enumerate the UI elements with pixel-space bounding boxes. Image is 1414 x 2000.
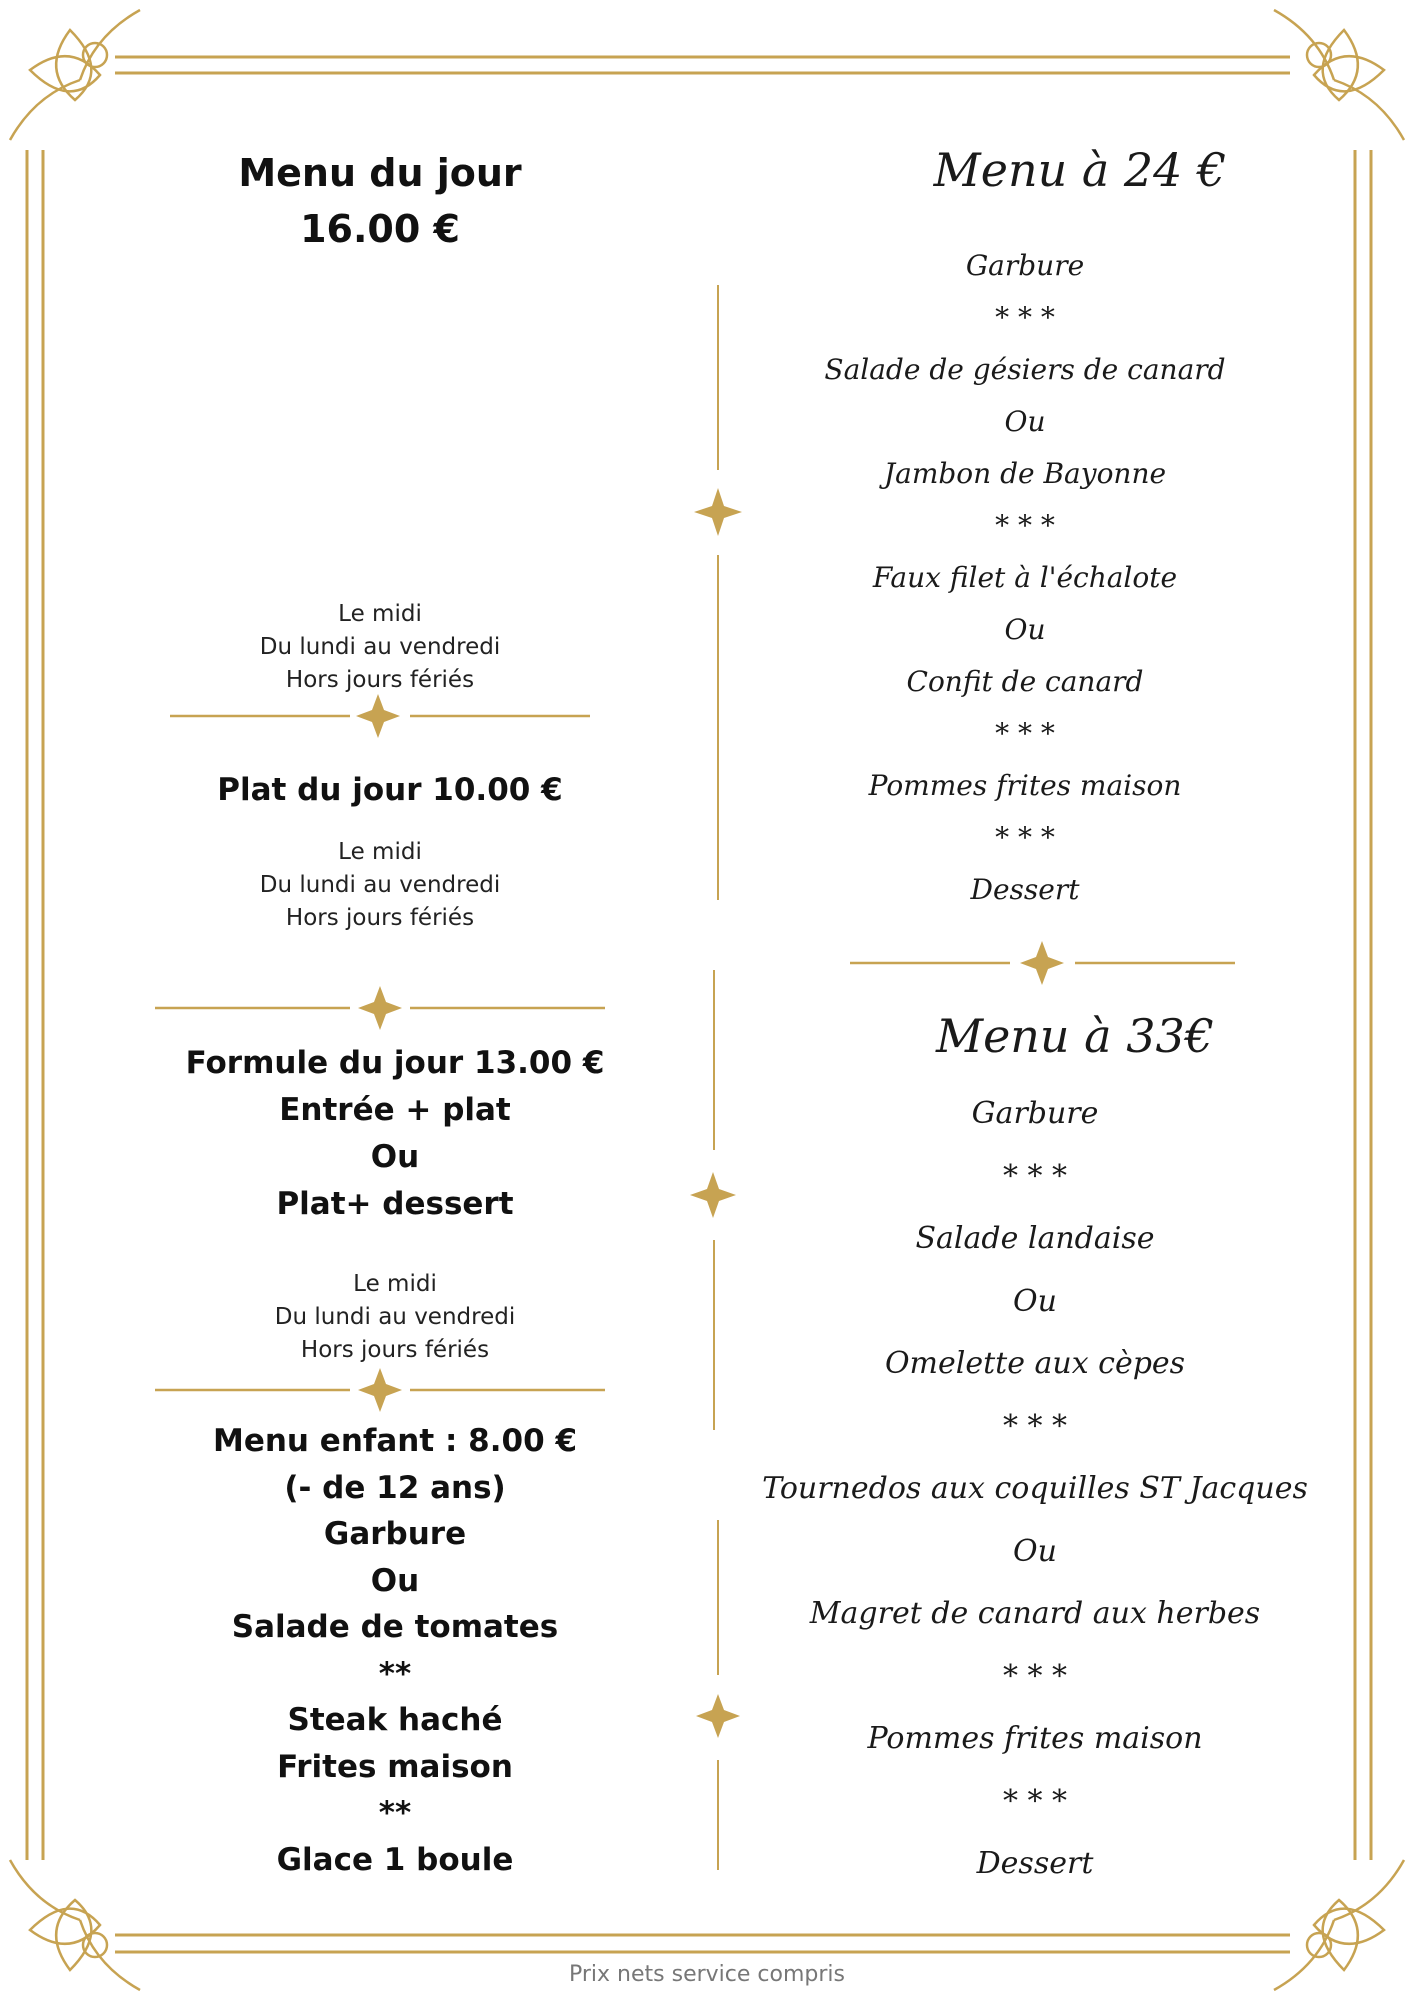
midi-line: Le midi <box>338 839 422 865</box>
menu-enfant-title: Menu enfant : 8.00 € <box>212 1423 578 1459</box>
menu-item: Tournedos aux coquilles ST Jacques <box>762 1471 1308 1506</box>
menu-item: Pommes frites maison <box>868 769 1182 802</box>
menu-enfant-line: Glace 1 boule <box>276 1841 514 1878</box>
menu-item: Ou <box>1004 613 1046 646</box>
menu-item: Dessert <box>976 1846 1094 1881</box>
formule-line: Entrée + plat <box>279 1092 511 1128</box>
menu-enfant-line: ** <box>378 1795 412 1831</box>
menu-enfant-line: ** <box>378 1655 412 1692</box>
holidays-line: Hors jours fériés <box>285 905 475 931</box>
menu-du-jour-price: 16.00 € <box>300 207 460 251</box>
separator-stars: * * * <box>1002 1658 1068 1694</box>
separator-stars: * * * <box>995 821 1055 854</box>
separator-stars: * * * <box>995 509 1055 542</box>
menu-33-items <box>750 1083 1320 1896</box>
menu-enfant-line: Ou <box>370 1562 420 1599</box>
midi-block-1 <box>220 598 540 697</box>
formule-title: Formule du jour 13.00 € <box>185 1045 605 1081</box>
days-line: Du lundi au vendredi <box>259 872 501 898</box>
midi-block-3 <box>235 1268 555 1367</box>
formule-du-jour <box>170 1040 620 1228</box>
plat-du-jour: Plat du jour 10.00 € <box>217 772 563 808</box>
holidays-line: Hors jours fériés <box>285 667 475 693</box>
menu-item: Salade landaise <box>915 1221 1155 1256</box>
menu-item: Magret de canard aux herbes <box>809 1596 1261 1631</box>
separator-stars: * * * <box>1002 1783 1068 1819</box>
menu-enfant-line: Salade de tomates <box>231 1609 559 1645</box>
menu-item: Dessert <box>970 873 1080 906</box>
menu-24-title: Menu à 24 € <box>933 143 1227 197</box>
midi-line: Le midi <box>338 601 422 627</box>
separator-stars: * * * <box>995 301 1055 334</box>
separator-stars: * * * <box>1002 1408 1068 1444</box>
days-line: Du lundi au vendredi <box>274 1304 516 1330</box>
menu-du-jour-heading <box>180 145 580 257</box>
midi-block-2 <box>220 836 540 935</box>
menu-item: Pommes frites maison <box>867 1721 1203 1756</box>
menu-item: Garbure <box>965 249 1085 282</box>
menu-du-jour-title: Menu du jour <box>238 151 522 195</box>
menu-enfant-line: Steak haché <box>287 1702 503 1738</box>
formule-line: Plat+ dessert <box>276 1186 514 1222</box>
menu-item: Omelette aux cèpes <box>884 1346 1186 1381</box>
separator-stars: * * * <box>1002 1158 1068 1194</box>
menu-33-title: Menu à 33€ <box>935 1009 1215 1063</box>
menu-item: Jambon de Bayonne <box>883 457 1167 490</box>
menu-24-items <box>780 240 1270 916</box>
formule-line: Ou <box>370 1139 420 1175</box>
holidays-line: Hors jours fériés <box>300 1337 490 1363</box>
menu-enfant-line: Garbure <box>323 1516 467 1552</box>
menu-item: Ou <box>1013 1283 1057 1319</box>
menu-item: Garbure <box>971 1096 1099 1131</box>
menu-enfant-line: (- de 12 ans) <box>284 1469 506 1506</box>
menu-enfant-line: Frites maison <box>277 1748 513 1785</box>
menu-item: Confit de canard <box>906 665 1144 698</box>
separator-stars: * * * <box>995 717 1055 750</box>
menu-item: Ou <box>1004 405 1046 438</box>
footer-note: Prix nets service compris <box>569 1962 845 1987</box>
menu-item: Faux filet à l'échalote <box>872 561 1178 594</box>
menu-item: Ou <box>1013 1533 1057 1569</box>
menu-item: Salade de gésiers de canard <box>824 353 1226 386</box>
menu-enfant <box>170 1418 620 1883</box>
midi-line: Le midi <box>353 1271 437 1297</box>
days-line: Du lundi au vendredi <box>259 634 501 660</box>
